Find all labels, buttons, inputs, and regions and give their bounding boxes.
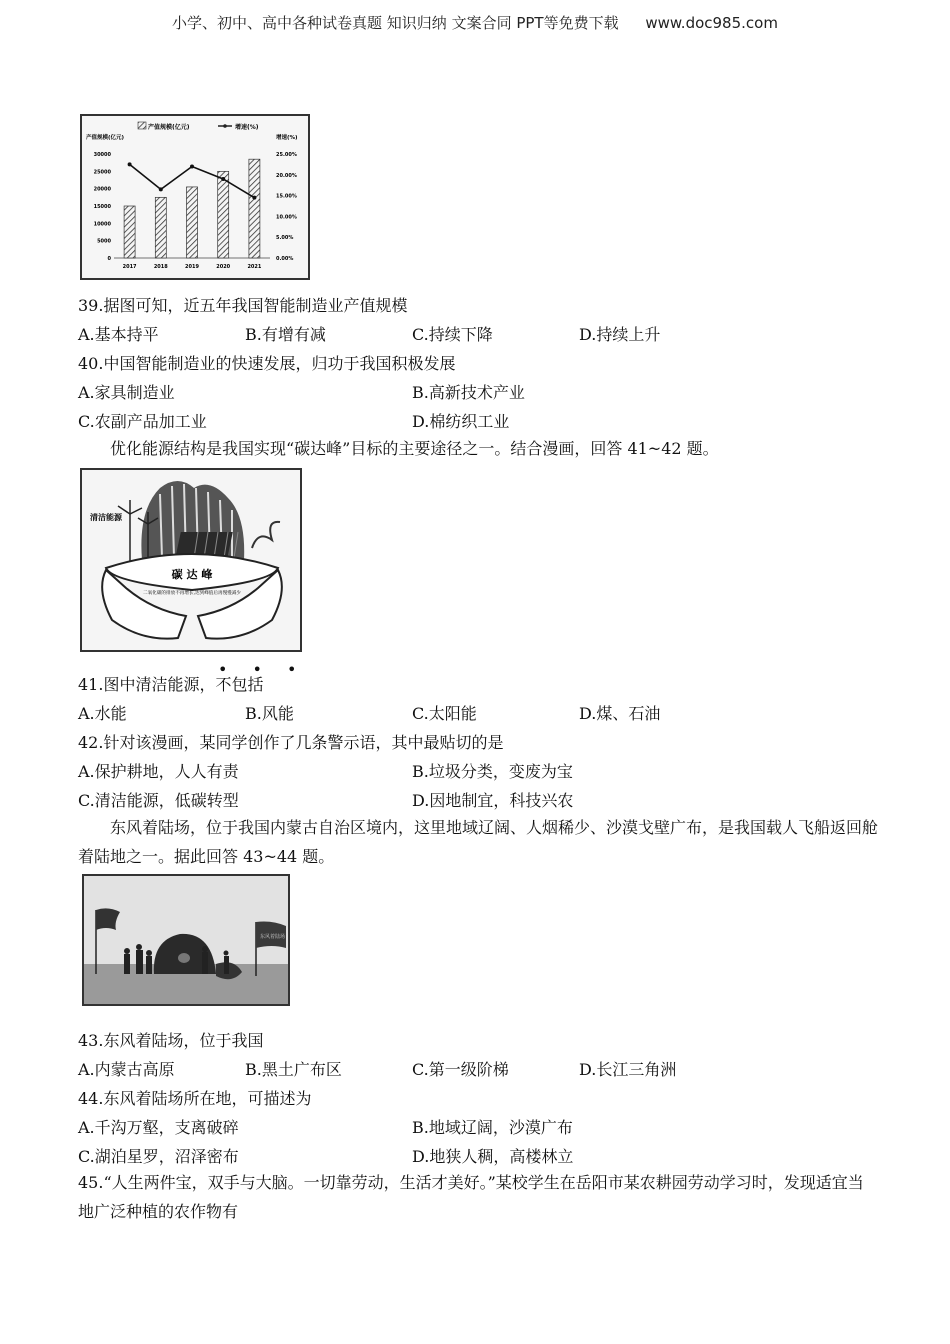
q39-option-c[interactable]: C.持续下降 [412,325,493,344]
bar [218,171,229,258]
q43-option-d[interactable]: D.长江三角洲 [579,1060,677,1079]
q42-option-d[interactable]: D.因地制宜，科技兴农 [412,791,574,810]
emphasis-dots: • • • [218,660,307,679]
q40-stem: 40.中国智能制造业的快速发展，归功于我国积极发展 [78,354,456,373]
cartoon-caption: 二氧化碳的排放不再增长,达到峰值后再慢慢减少 [143,591,241,596]
q39-option-a[interactable]: A.基本持平 [78,325,159,344]
q44-option-a[interactable]: A.千沟万壑，支离破碎 [78,1118,239,1137]
page-header [0,12,950,33]
line-point [190,164,194,168]
q40-option-a[interactable]: A.家具制造业 [78,383,175,402]
left-tick-label: 25000 [93,169,111,176]
legend-line-label: 增速(%) [235,124,259,131]
left-tick-label: 15000 [93,204,111,210]
q43-option-c[interactable]: C.第一级阶梯 [412,1060,509,1079]
bar [187,187,198,258]
line-point [221,177,225,181]
intro-41-42-text: 优化能源结构是我国实现“碳达峰”目标的主要途径之一。结合漫画，回答 41~42 题。 [110,439,719,458]
q44-option-b[interactable]: B.地域辽阔，沙漠广布 [412,1118,573,1137]
y-axis-left-label: 产值规模(亿元) [86,135,125,141]
q41-option-c[interactable]: C.太阳能 [412,704,477,723]
bar-series [124,159,260,258]
right-axis-ticks [276,152,297,262]
q39-option-d[interactable]: D.持续上升 [579,325,661,344]
cartoon-peak-label: 碳 达 峰 [171,568,213,581]
left-tick-label: 30000 [93,152,111,158]
q40-option-d[interactable]: D.棉纺织工业 [412,412,510,431]
left-tick-label: 10000 [93,221,111,228]
q42-option-c[interactable]: C.清洁能源，低碳转型 [78,791,239,810]
left-tick-label: 0 [107,256,111,262]
landing-photo [82,874,290,1006]
cartoon-svg [82,470,300,650]
x-axis-ticks [123,264,262,270]
left-axis-ticks [94,152,112,262]
bar [155,197,166,258]
q44-option-d[interactable]: D.地狭人稠，高楼林立 [412,1147,574,1166]
right-tick-label: 15.00% [276,193,297,200]
line-point [159,187,163,191]
q42-option-b[interactable]: B.垃圾分类，变废为宝 [412,762,573,781]
right-tick-label: 20.00% [276,172,297,179]
x-tick-label: 2019 [185,264,199,270]
right-tick-label: 0.00% [276,256,294,262]
flag-text: 东风着陆场 [260,934,286,940]
q39-stem: 39.据图可知，近五年我国智能制造业产值规模 [78,296,408,315]
cartoon-figure [80,468,302,652]
q43-option-a[interactable]: A.内蒙古高原 [78,1060,175,1079]
q41-option-b[interactable]: B.风能 [245,704,294,723]
x-tick-label: 2020 [216,264,231,270]
q44-option-c[interactable]: C.湖泊星罗，沼泽密布 [78,1147,239,1166]
chart-legend [138,122,259,131]
q42-stem: 42.针对该漫画，某同学创作了几条警示语，其中最贴切的是 [78,733,504,752]
header-url[interactable]: www.doc985.com [645,14,778,32]
left-tick-label: 5000 [97,238,111,245]
x-tick-label: 2017 [122,264,137,270]
y-axis-right-label: 增速(%) [276,135,298,141]
q41-stem: 41.图中清洁能源，不包括 [78,675,264,694]
x-tick-label: 2018 [153,264,168,270]
chart-figure [80,114,310,280]
intro-43-44 [78,813,878,871]
bar [249,159,260,258]
q40-option-b[interactable]: B.高新技术产业 [412,383,525,402]
q42-option-a[interactable]: A.保护耕地，人人有责 [78,762,239,781]
intro-43-44-text: 东风着陆场，位于我国内蒙古自治区境内，这里地域辽阔、人烟稀少、沙漠戈壁广布，是我国载人飞船返回舱着陆地之一。据此回答 43~44 题。 [78,818,879,866]
q39-option-b[interactable]: B.有增有减 [245,325,326,344]
right-tick-label: 10.00% [276,214,297,221]
cartoon-clean-energy-label: 清洁能源 [90,513,122,522]
chart-svg [82,116,308,278]
left-tick-label: 20000 [93,186,111,193]
q43-stem: 43.东风着陆场，位于我国 [78,1031,264,1050]
intro-41-42 [78,434,878,463]
line-point [252,196,256,200]
bar [124,206,135,258]
legend-bar-label: 产值规模(亿元) [148,124,190,131]
q43-option-b[interactable]: B.黑土广布区 [245,1060,342,1079]
x-tick-label: 2021 [247,264,262,270]
line-point [128,162,132,166]
right-tick-label: 5.00% [276,235,294,242]
q41-option-d[interactable]: D.煤、石油 [579,704,661,723]
q40-option-c[interactable]: C.农副产品加工业 [78,412,207,431]
header-title: 小学、初中、高中各种试卷真题 知识归纳 文案合同 PPT等免费下载 [172,14,619,32]
right-tick-label: 25.00% [276,152,297,158]
landing-photo-svg [84,876,288,1004]
q41-option-a[interactable]: A.水能 [78,704,127,723]
q44-stem: 44.东风着陆场所在地，可描述为 [78,1089,312,1108]
q45-stem: 45.“人生两件宝，双手与大脑。一切靠劳动，生活才美好。”某校学生在岳阳市某农耕园劳动学习时，发现适宜当地广泛种植的农作物有 [78,1173,864,1221]
